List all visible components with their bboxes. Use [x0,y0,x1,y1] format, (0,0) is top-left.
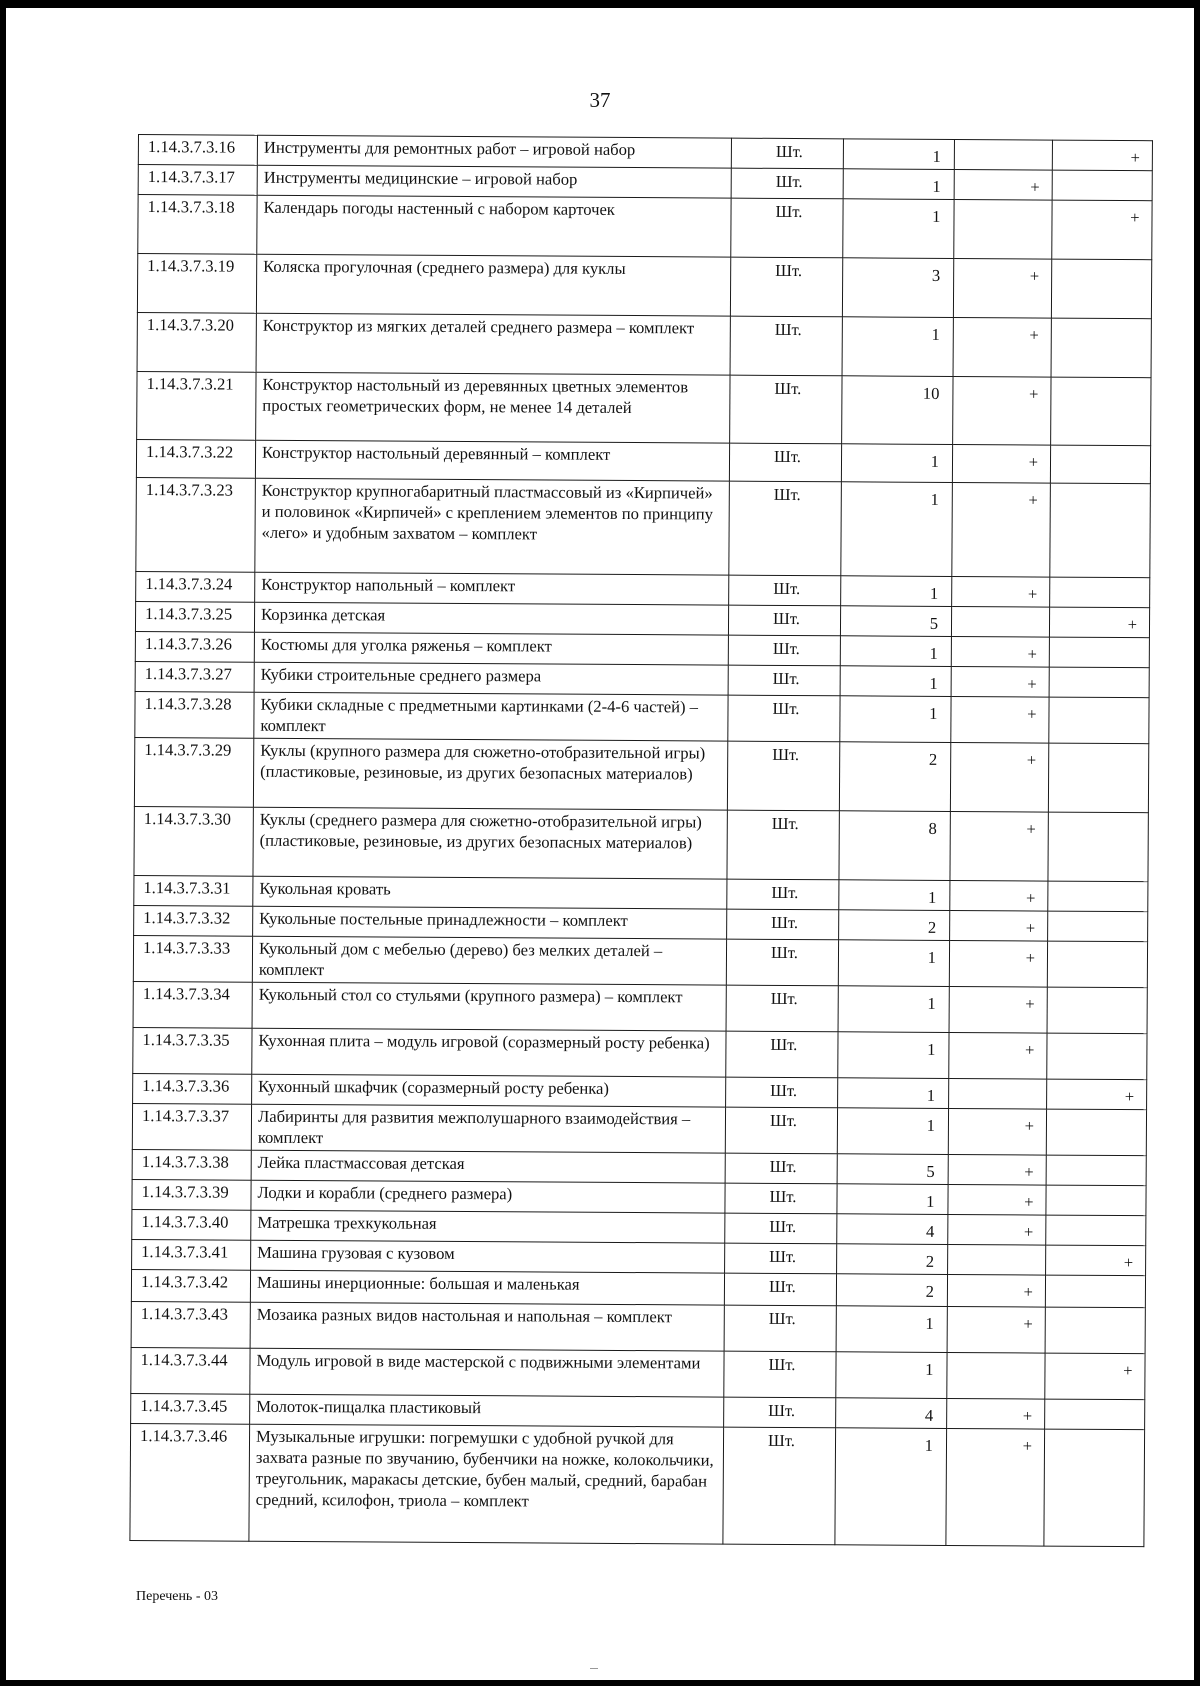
row-name-cell: Коляска прогулочная (среднего размера) для куклы [256,254,730,316]
row-code-cell: 1.14.3.7.3.34 [133,981,252,1028]
row-quantity-cell: 1 [841,482,953,577]
row-quantity-cell: 1 [837,1184,948,1215]
row-mark-cell-1: + [953,376,1051,445]
row-quantity-cell: 5 [840,606,951,637]
row-mark-cell-1: + [949,940,1047,987]
row-code-cell: 1.14.3.7.3.25 [135,601,254,632]
row-quantity-cell: 1 [843,199,954,259]
table-row [130,1423,1145,1546]
row-name-cell: Кухонный шкафчик (соразмерный росту ребенка) [252,1074,726,1107]
row-mark-cell-1: + [949,986,1047,1033]
row-code-cell: 1.14.3.7.3.18 [138,195,257,255]
row-code-cell: 1.14.3.7.3.22 [136,439,255,478]
row-mark-cell-2: + [1046,1245,1146,1276]
row-name-cell: Конструктор настольный из деревянных цветных элементов простых геометрических форм, не менее 14 деталей [256,372,730,443]
row-quantity-cell: 1 [838,1032,949,1079]
row-code-cell: 1.14.3.7.3.35 [133,1027,252,1074]
row-code-cell: 1.14.3.7.3.43 [131,1301,250,1348]
row-code-cell: 1.14.3.7.3.32 [134,905,253,936]
row-quantity-cell: 2 [839,742,950,812]
row-unit-cell: Шт. [729,443,841,482]
row-mark-cell-2 [1050,577,1150,608]
document-page [6,8,1194,1680]
row-name-cell: Кукольный дом с мебелью (дерево) без мелких деталей – комплект [252,936,726,985]
row-unit-cell: Шт. [726,939,838,986]
row-quantity-cell: 2 [837,1244,948,1275]
row-mark-cell-2 [1047,1033,1147,1080]
row-mark-cell-1: + [948,1108,1046,1155]
equipment-table-wrap [129,134,1152,1547]
footer-label: Перечень - 03 [136,1589,218,1604]
row-code-cell: 1.14.3.7.3.36 [133,1073,252,1104]
row-quantity-cell: 1 [842,317,953,377]
row-name-cell: Кукольные постельные принадлежности – комплект [253,906,727,939]
row-name-cell: Музыкальные игрушки: погремушки с удобной ручкой для захвата разные по звучанию, бубенчики на ножке, колокольчики, треугольник, маракасы детские, бубен малый, средний, барабан средний, ксилофон, триола – комплект [249,1424,724,1544]
row-mark-cell-1: + [947,1306,1045,1353]
row-mark-cell-1: + [952,444,1050,483]
row-unit-cell: Шт. [731,138,843,169]
row-code-cell: 1.14.3.7.3.44 [131,1347,250,1394]
table-row [137,371,1151,445]
row-unit-cell: Шт. [725,1183,837,1214]
row-quantity-cell: 1 [839,880,950,911]
row-mark-cell-2 [1047,941,1147,988]
row-quantity-cell: 1 [836,1306,947,1353]
row-code-cell: 1.14.3.7.3.40 [132,1209,251,1240]
row-mark-cell-2 [1050,445,1150,484]
row-unit-cell: Шт. [727,879,839,910]
row-mark-cell-1: + [952,576,1050,607]
row-name-cell: Куклы (крупного размера для сюжетно-отобразительной игры) (пластиковые, резиновые, из других безопасных материалов) [253,738,727,810]
row-code-cell: 1.14.3.7.3.33 [133,935,252,982]
row-code-cell: 1.14.3.7.3.28 [135,691,254,738]
row-quantity-cell: 5 [837,1154,948,1185]
row-unit-cell: Шт. [723,1427,836,1545]
row-unit-cell: Шт. [730,316,842,376]
row-name-cell: Кубики строительные среднего размера [254,662,728,695]
row-mark-cell-2 [1049,637,1149,668]
row-mark-cell-2: + [1052,140,1152,171]
row-quantity-cell: 1 [843,169,954,200]
row-quantity-cell: 2 [839,910,950,941]
row-mark-cell-1: + [947,1274,1045,1307]
row-mark-cell-1: + [951,636,1049,667]
table-row [131,1347,1145,1399]
row-unit-cell: Шт. [724,1273,836,1306]
row-code-cell: 1.14.3.7.3.26 [135,631,254,662]
row-unit-cell: Шт. [730,257,842,317]
table-row [137,254,1151,319]
row-mark-cell-1: + [953,317,1051,377]
table-row [134,737,1148,812]
row-code-cell: 1.14.3.7.3.19 [137,254,256,314]
row-mark-cell-2 [1051,377,1151,446]
row-name-cell: Кухонная плита – модуль игровой (соразмерный росту ребенка) [252,1028,726,1077]
row-name-cell: Мозаика разных видов настольная и напольная – комплект [250,1302,724,1351]
row-quantity-cell: 1 [837,1108,948,1155]
row-mark-cell-1: + [948,1184,1046,1215]
row-quantity-cell: 1 [835,1428,947,1546]
row-mark-cell-1: + [948,1154,1046,1185]
row-code-cell: 1.14.3.7.3.21 [137,371,256,440]
row-quantity-cell: 1 [840,696,951,743]
row-mark-cell-1 [948,1244,1046,1275]
row-quantity-cell: 1 [841,444,952,483]
row-code-cell: 1.14.3.7.3.29 [134,737,253,807]
row-mark-cell-2 [1049,697,1149,744]
row-code-cell: 1.14.3.7.3.30 [134,806,253,876]
row-unit-cell: Шт. [726,1077,838,1108]
row-mark-cell-1: + [950,742,1048,812]
row-name-cell: Корзинка детская [254,602,728,635]
table-row [131,1301,1145,1353]
table-row [135,691,1149,743]
row-mark-cell-2 [1046,1155,1146,1186]
table-row [133,935,1147,987]
row-code-cell: 1.14.3.7.3.39 [132,1179,251,1210]
row-unit-cell: Шт. [727,741,839,811]
row-code-cell: 1.14.3.7.3.38 [132,1149,251,1180]
row-name-cell: Конструктор настольный деревянный – комплект [255,440,729,481]
row-mark-cell-2 [1048,911,1148,942]
table-body [130,135,1153,1547]
table-row [137,312,1151,377]
row-quantity-cell: 1 [841,576,952,607]
row-unit-cell: Шт. [725,1213,837,1244]
page-number: 37 [589,88,611,112]
row-unit-cell: Шт. [727,909,839,940]
row-unit-cell: Шт. [731,168,843,199]
row-mark-cell-2: + [1047,1079,1147,1110]
table-row [136,439,1150,483]
row-code-cell: 1.14.3.7.3.45 [131,1393,250,1424]
row-mark-cell-2 [1045,1399,1145,1430]
row-mark-cell-1: + [947,1398,1045,1429]
row-code-cell: 1.14.3.7.3.23 [136,477,256,572]
row-mark-cell-2 [1052,170,1152,201]
row-code-cell: 1.14.3.7.3.27 [135,661,254,692]
table-row [133,981,1147,1033]
row-mark-cell-1: + [952,482,1051,577]
row-mark-cell-2: + [1052,200,1152,260]
row-unit-cell: Шт. [724,1305,836,1352]
row-name-cell: Матрешка трехкукольная [251,1210,725,1243]
row-quantity-cell: 8 [839,811,950,881]
row-name-cell: Инструменты медицинские – игровой набор [257,165,731,198]
row-mark-cell-1 [947,1352,1045,1399]
row-unit-cell: Шт. [726,1031,838,1078]
row-mark-cell-2 [1045,1275,1145,1308]
scan-mark [590,1668,598,1669]
row-quantity-cell: 1 [843,139,954,170]
row-name-cell: Инструменты для ремонтных работ – игровой набор [257,135,731,168]
row-unit-cell: Шт. [728,605,840,636]
row-quantity-cell: 1 [836,1352,947,1399]
row-code-cell: 1.14.3.7.3.41 [132,1239,251,1270]
row-unit-cell: Шт. [730,375,842,444]
row-mark-cell-1: + [950,910,1048,941]
row-mark-cell-2 [1049,667,1149,698]
row-unit-cell: Шт. [724,1397,836,1428]
row-quantity-cell: 1 [840,666,951,697]
row-mark-cell-2 [1045,1307,1145,1354]
row-code-cell: 1.14.3.7.3.17 [138,165,257,196]
row-name-cell: Кукольная кровать [253,876,727,909]
row-code-cell: 1.14.3.7.3.46 [130,1423,250,1541]
row-mark-cell-2 [1050,483,1151,578]
row-unit-cell: Шт. [725,1153,837,1184]
table-row [136,477,1151,577]
table-row [132,1103,1146,1155]
row-mark-cell-2 [1051,318,1151,378]
row-unit-cell: Шт. [728,665,840,696]
row-unit-cell: Шт. [728,635,840,666]
row-unit-cell: Шт. [729,481,842,576]
row-unit-cell: Шт. [729,575,841,606]
table-row [134,806,1148,881]
row-name-cell: Лодки и корабли (среднего размера) [251,1180,725,1213]
table-row [138,195,1152,260]
row-mark-cell-2 [1051,259,1151,319]
row-code-cell: 1.14.3.7.3.20 [137,312,256,372]
row-quantity-cell: 4 [836,1398,947,1429]
row-mark-cell-1: + [950,880,1048,911]
row-quantity-cell: 10 [842,376,953,445]
row-mark-cell-2 [1047,987,1147,1034]
equipment-table [129,134,1153,1547]
row-quantity-cell: 2 [836,1274,947,1307]
row-name-cell: Конструктор из мягких деталей среднего размера – комплект [256,313,730,375]
row-name-cell: Конструктор напольный – комплект [255,572,729,605]
row-name-cell: Лейка пластмассовая детская [251,1150,725,1183]
row-name-cell: Кукольный стол со стульями (крупного размера) – комплект [252,982,726,1031]
row-quantity-cell: 1 [838,986,949,1033]
row-mark-cell-2 [1048,881,1148,912]
row-mark-cell-1: + [946,1428,1045,1546]
row-name-cell: Куклы (среднего размера для сюжетно-отобразительной игры) (пластиковые, резиновые, из других безопасных материалов) [253,807,727,879]
row-quantity-cell: 1 [840,636,951,667]
row-mark-cell-1: + [951,666,1049,697]
row-name-cell: Машина грузовая с кузовом [251,1240,725,1273]
row-name-cell: Календарь погоды настенный с набором карточек [257,195,731,257]
row-mark-cell-1 [954,139,1052,170]
row-name-cell: Кубики складные с предметными картинками (2-4-6 частей) – комплект [254,692,728,741]
row-name-cell: Машины инерционные: большая и маленькая [250,1270,724,1305]
row-unit-cell: Шт. [724,1351,836,1398]
table-row [133,1027,1147,1079]
row-mark-cell-1 [951,606,1049,637]
row-mark-cell-1: + [949,1032,1047,1079]
row-mark-cell-1: + [950,811,1048,881]
row-mark-cell-1: + [951,696,1049,743]
row-mark-cell-2 [1046,1215,1146,1246]
row-quantity-cell: 1 [838,1078,949,1109]
row-unit-cell: Шт. [728,695,840,742]
row-mark-cell-2 [1046,1185,1146,1216]
row-name-cell: Модуль игровой в виде мастерской с подвижными элементами [250,1348,724,1397]
row-unit-cell: Шт. [726,985,838,1032]
row-mark-cell-2 [1046,1109,1146,1156]
row-mark-cell-1: + [948,1214,1046,1245]
row-name-cell: Конструктор крупногабаритный пластмассовый из «Кирпичей» и половинок «Кирпичей» с креплением элементов по принципу «лего» и удобным захватом – комплект [255,478,730,575]
row-mark-cell-2: + [1045,1353,1145,1400]
row-unit-cell: Шт. [725,1243,837,1274]
row-code-cell: 1.14.3.7.3.37 [132,1103,251,1150]
row-code-cell: 1.14.3.7.3.31 [134,875,253,906]
row-quantity-cell: 3 [842,258,953,318]
row-unit-cell: Шт. [727,810,839,880]
row-name-cell: Лабиринты для развития межполушарного взаимодействия – комплект [251,1104,725,1153]
row-mark-cell-1 [954,199,1052,259]
row-quantity-cell: 1 [838,940,949,987]
row-code-cell: 1.14.3.7.3.16 [138,135,257,166]
row-mark-cell-2: + [1049,607,1149,638]
row-mark-cell-2 [1048,743,1148,813]
row-quantity-cell: 4 [837,1214,948,1245]
row-mark-cell-1 [949,1078,1047,1109]
row-name-cell: Молоток-пищалка пластиковый [250,1394,724,1427]
row-name-cell: Костюмы для уголка ряженья – комплект [254,632,728,665]
row-mark-cell-1: + [953,258,1051,318]
row-code-cell: 1.14.3.7.3.24 [136,571,255,602]
row-code-cell: 1.14.3.7.3.42 [131,1269,250,1302]
row-unit-cell: Шт. [725,1107,837,1154]
row-mark-cell-1: + [954,169,1052,200]
row-mark-cell-2 [1048,812,1148,882]
row-unit-cell: Шт. [731,198,843,258]
row-mark-cell-2 [1044,1429,1145,1547]
